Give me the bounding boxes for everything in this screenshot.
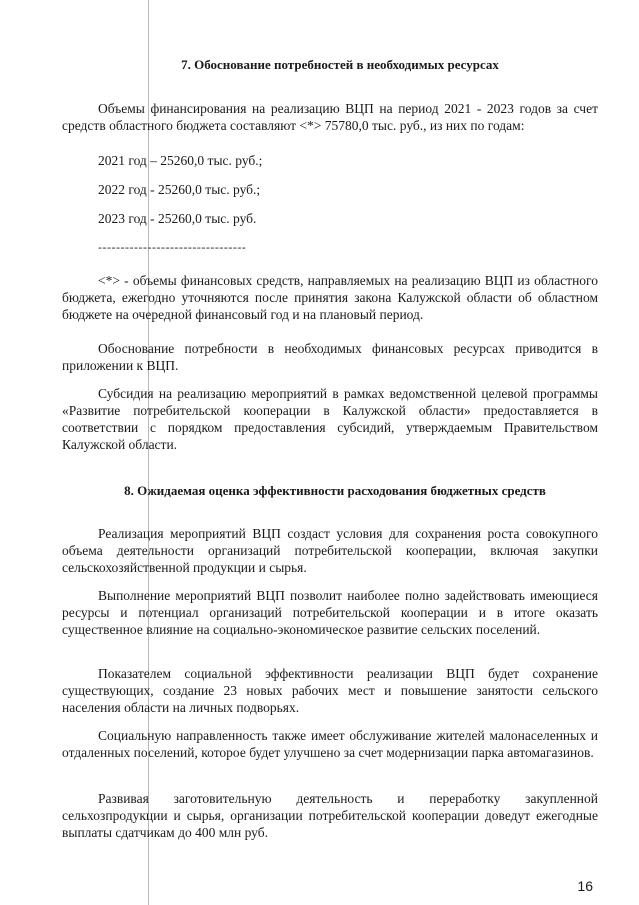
subsidy-paragraph: Субсидия на реализацию мероприятий в рамках ведомственной целевой программы «Развитие потребительской кооперации в Калужской области» предоставляется в соответствии с порядком предоставления субсидий, утверждаемым Правительством Калужской области. — [62, 386, 598, 452]
footnote-divider: --------------------------------- — [98, 240, 247, 254]
section-7-heading: 7. Обоснование потребностей в необходимых ресурсах — [181, 57, 499, 72]
year-2022-line: 2022 год - 25260,0 тыс. руб.; — [98, 182, 261, 197]
year-2021-line: 2021 год – 25260,0 тыс. руб.; — [98, 153, 263, 168]
financing-paragraph: Объемы финансирования на реализацию ВЦП на период 2021 - 2023 годов за счет средств областного бюджета составляют <*> 75780,0 тыс. руб., из них по годам: — [62, 101, 598, 133]
implementation-paragraph: Реализация мероприятий ВЦП создаст условия для сохранения роста совокупного объема деятельности организаций потребительской кооперации, включая закупки сельскохозяйственной продукции и сырья. — [62, 526, 598, 575]
year-2023-line: 2023 год - 25260,0 тыс. руб. — [98, 211, 257, 226]
social-orientation-paragraph: Социальную направленность также имеет обслуживание жителей малонаселенных и отдаленных поселений, которое будет улучшено за счет модернизации парка автомагазинов. — [62, 728, 598, 760]
social-efficiency-paragraph: Показателем социальной эффективности реализации ВЦП будет сохранение существующих, создание 23 новых рабочих мест и повышение занятости сельского населения области на личных подворьях. — [62, 666, 598, 715]
page-number: 16 — [577, 878, 593, 894]
justification-paragraph: Обоснование потребности в необходимых финансовых ресурсах приводится в приложении к ВЦП. — [62, 341, 598, 373]
execution-paragraph: Выполнение мероприятий ВЦП позволит наиболее полно задействовать имеющиеся ресурсы и потенциал организаций потребительской кооперации и в итоге оказать существенное влияние на социально-экономическое развитие сельских поселений. — [62, 588, 598, 637]
section-8-heading: 8. Ожидаемая оценка эффективности расходования бюджетных средств — [124, 483, 546, 498]
procurement-paragraph: Развивая заготовительную деятельность и переработку закупленной сельхозпродукции и сырья, организации потребительской кооперации доведут ежегодные выплаты сдатчикам до 400 млн руб. — [62, 791, 598, 840]
footnote-paragraph: <*> - объемы финансовых средств, направляемых на реализацию ВЦП из областного бюджета, ежегодно уточняются после принятия закона Калужской области об областном бюджете на очередной финансовый год и на плановый период. — [62, 273, 598, 322]
